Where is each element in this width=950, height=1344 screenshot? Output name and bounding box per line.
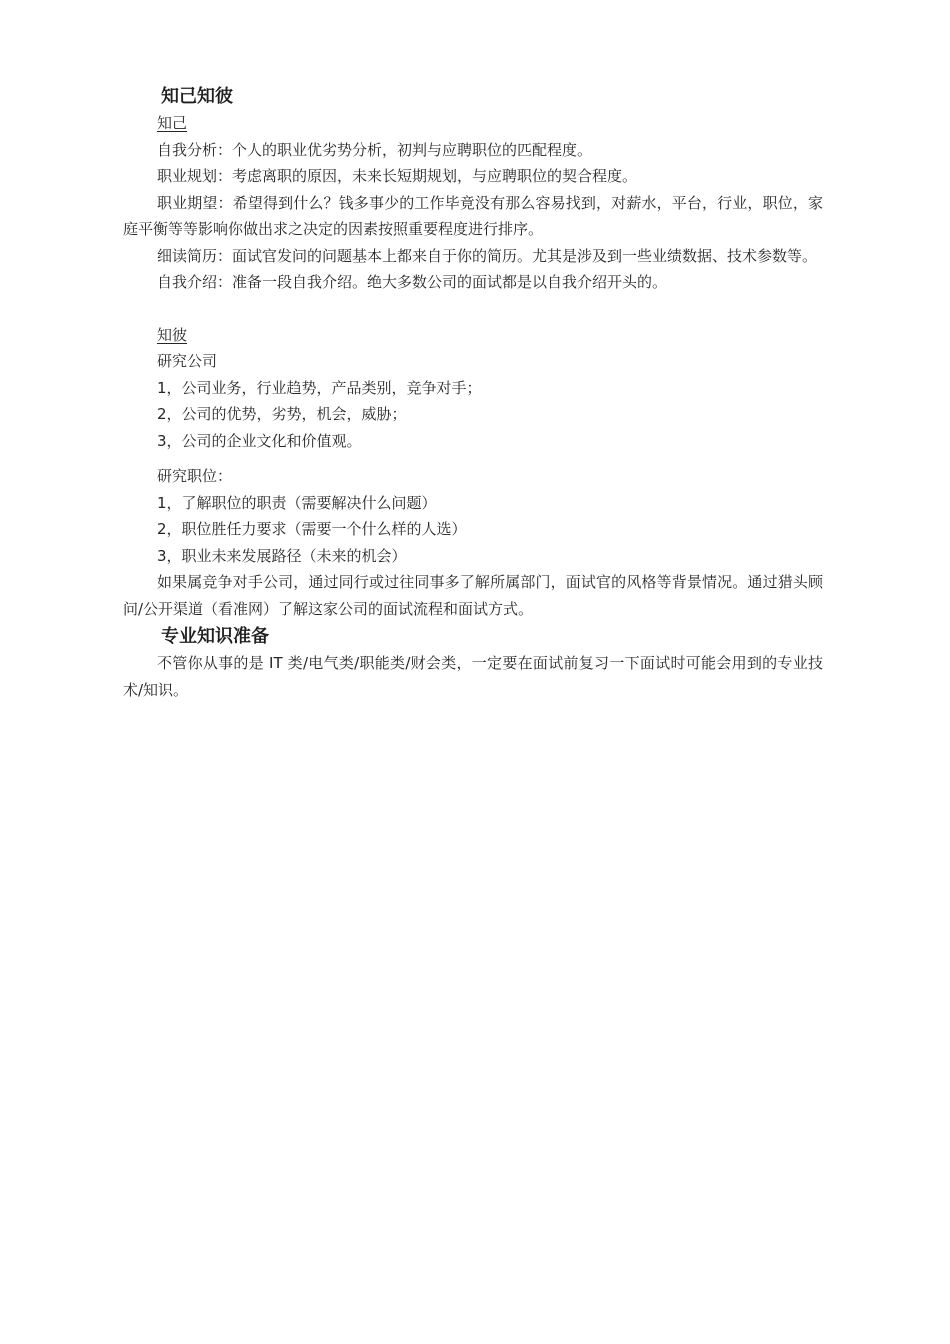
spacer [123,296,823,322]
subheading-zhibi: 知彼 [157,325,188,344]
position-research-title: 研究职位： [157,467,233,485]
section-heading-zhijizhibi: 知己知彼 [161,86,233,107]
paragraph-career-plan: 职业规划：考虑离职的原因，未来长短期规划，与应聘职位的契合程度。 [157,167,638,185]
company-research-title: 研究公司 [157,352,218,370]
list-item: 2，公司的优势，劣势，机会，威胁； [157,405,407,423]
list-item: 1，公司业务，行业趋势，产品类别，竞争对手； [157,378,482,397]
paragraph-self-intro: 自我介绍：准备一段自我介绍。绝大多数公司的面试都是以自我介绍开头的。 [157,273,668,291]
subheading-zhiji: 知己 [157,114,188,132]
list-item: 3，职业未来发展路径（未来的机会） [157,546,407,565]
document-page [123,84,823,703]
paragraph-career-expectation: 职业期望：希望得到什么？钱多事少的工作毕竟没有那么容易找到，对薪水，平台，行业，职位，家庭平衡等等影响你做出求之决定的因素按照重要程度进行排序。 [123,193,823,238]
list-item: 2，职位胜任力要求（需要一个什么样的人选） [157,520,467,538]
list-item: 3，公司的企业文化和价值观。 [157,431,362,450]
paragraph-competitor-note: 如果属竞争对手公司，通过同行或过往同事多了解所属部门，面试官的风格等背景情况。通过猎头顾问/公开渠道（看准网）了解这家公司的面试流程和面试方式。 [123,573,823,618]
spacer [123,454,823,463]
section-heading-professional-knowledge: 专业知识准备 [161,626,269,647]
list-item: 1，了解职位的职责（需要解决什么问题） [157,493,437,512]
paragraph-read-resume: 细读简历：面试官发问的问题基本上都来自于你的简历。尤其是涉及到一些业绩数据、技术参数等。 [157,246,818,265]
paragraph-professional-knowledge: 不管你从事的是 IT 类/电气类/职能类/财会类，一定要在面试前复习一下面试时可能会用到的专业技术/知识。 [123,654,823,699]
paragraph-self-analysis: 自我分析：个人的职业优劣势分析，初判与应聘职位的匹配程度。 [157,140,593,159]
